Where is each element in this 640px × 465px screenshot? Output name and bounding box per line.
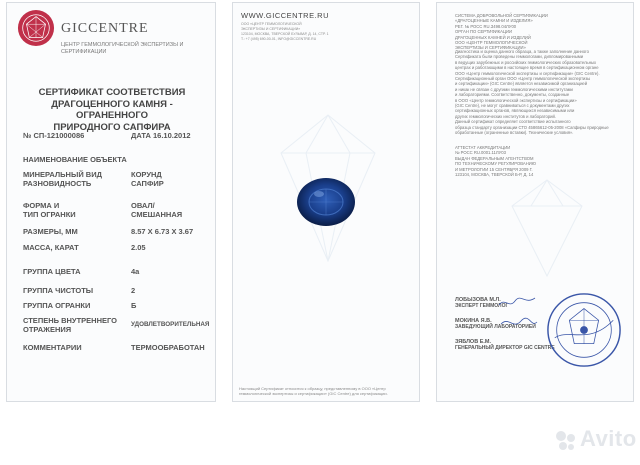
title-line: ПРИРОДНОГО САПФИРА: [53, 121, 171, 133]
cert-line: ООО «ЦЕНТР ГЕММОЛОГИЧЕСКОЙ: [455, 40, 528, 46]
signatory-name: ЗЯБЛОВ Е.М.: [455, 339, 492, 345]
body-line: центрах и работающими в настоящее время в сертификационном органе: [455, 65, 599, 71]
field-label-shape: ФОРМА И ТИП ОГРАНКИ: [23, 201, 76, 219]
avito-watermark: Avito: [580, 426, 637, 451]
cert-line: ЭКСПЕРТИЗЫ И СЕРТИФИКАЦИИ»: [455, 45, 526, 51]
body-line: ООО «Центр геммологической экспертизы и сертификации» (GIC Centre).: [455, 70, 600, 76]
address-line: ЭКСПЕРТИЗЫ И СЕРТИФИКАЦИИ»: [241, 27, 301, 31]
sapphire-gem-icon: [295, 176, 357, 228]
body-line: и лабораториями. Соответственно, документы, созданные: [455, 92, 570, 98]
certification-system-block: [455, 13, 548, 51]
accreditation-block: [455, 145, 536, 177]
field-label-color-group: ГРУППА ЦВЕТА: [23, 267, 81, 276]
company-stamp-icon: [545, 291, 623, 369]
body-line: Данный сертификат определяет соответствие испытанного: [455, 119, 571, 125]
body-line: в ООО «Центр геммологической экспертизы и сертификации»: [455, 97, 577, 103]
signatory-name: ЛОБЫЗОВА М.Л.: [455, 297, 501, 303]
certificate-footnote: Настоящий Сертификат относится к образцу, представленному в ООО «Центр геммологической экспертизы и сертификации» (GIC Centre) для сертификации.: [239, 386, 388, 396]
website-url: WWW.GICCENTRE.RU: [241, 11, 329, 20]
body-line: и никак не связан с другими геммологическими институтами: [455, 86, 573, 92]
field-value-shape: ОВАЛ/ СМЕШАННАЯ: [131, 201, 183, 219]
body-line: в ведущих зарубежных и российских геммологических образовательных: [455, 59, 597, 65]
object-section-heading: НАИМЕНОВАНИЕ ОБЪЕКТА: [23, 155, 127, 164]
field-label-clarity-group: ГРУППА ЧИСТОТЫ: [23, 286, 94, 295]
cert-line: ВЫДАН ФЕДЕРАЛЬНЫМ АГЕНТСТВОМ: [455, 155, 534, 161]
cert-line: 123104, МОСКВА, ТВЕРСКОЙ Б-Р, Д. 14: [455, 172, 534, 178]
address-line: ООО «ЦЕНТР ГЕММОЛОГИЧЕСКОЙ: [241, 22, 302, 26]
field-value-color-group: 4а: [131, 267, 140, 276]
signatory-name: МОКИНА Я.В.: [455, 318, 492, 324]
body-line: сертификационных органов, являющихся независимыми или: [455, 108, 575, 114]
body-line: Диагностика и оценка данного образца, а также заполнение данного: [455, 49, 589, 54]
field-value-comments: ТЕРМООБРАБОТАН: [131, 343, 205, 352]
address-line: Т.: +7 (495) 690-00-01, INFO@GICCENTRE.RU: [241, 37, 317, 41]
field-label-comments: КОММЕНТАРИИ: [23, 343, 82, 352]
cert-line: И МЕТРОЛОГИИ 15 СЕНТЯБРЯ 2009 Г.: [455, 166, 533, 172]
cert-line: РЕГ. № РОСС RU.З498.04ЛУ00: [455, 23, 517, 29]
field-value-cut-group: Б: [131, 301, 137, 310]
certificate-date: ДАТА 16.10.2012: [131, 131, 191, 140]
diagnostics-text-block: [455, 49, 625, 136]
brand-name: GICCENTRE: [61, 21, 149, 36]
avito-logo-icon: [555, 430, 577, 452]
field-value-size: 8.57 X 6.73 X 3.67: [131, 227, 194, 236]
diamond-watermark-icon: [507, 178, 587, 278]
signature-block-3: [455, 339, 555, 351]
title-line: ДРАГОЦЕННОГО КАМНЯ - ОГРАНЕННОГО: [51, 98, 173, 121]
field-label-size: РАЗМЕРЫ, ММ: [23, 227, 78, 236]
giccentre-logo-icon: [17, 9, 55, 47]
address-line: 123104, МОСКВА, ТВЕРСКОЙ БУЛЬВАР, Д. 14, СТР. 1: [241, 32, 329, 36]
certificate-front-panel: [6, 2, 216, 402]
cert-line: АТТЕСТАТ АККРЕДИТАЦИИ: [455, 145, 511, 150]
cert-line: «ДРАГОЦЕННЫЕ КАМНИ И ИЗДЕЛИЯ»: [455, 18, 533, 24]
signatory-role: ГЕНЕРАЛЬНЫЙ ДИРЕКТОР GIC CENTRE: [455, 345, 555, 351]
certificate-number: № СП-121000086: [23, 131, 85, 140]
signatory-role: ЭКСПЕРТ ГЕММОЛОГ: [455, 303, 509, 309]
signature-icon: [497, 295, 537, 309]
cert-line: ПО ТЕХНИЧЕСКОМУ РЕГУЛИРОВАНИЮ: [455, 161, 536, 167]
cert-line: № РОСС RU.0001.11ЛУ03: [455, 150, 506, 156]
cert-line: ДРАГОЦЕННЫХ КАМНЕЙ И ИЗДЕЛИЙ: [455, 34, 531, 40]
cert-line: ОРГАН ПО СЕРТИФИКАЦИИ: [455, 29, 512, 35]
field-value-weight: 2.05: [131, 243, 146, 252]
certificate-middle-panel: [232, 2, 420, 402]
certificate-title: [17, 87, 207, 133]
certificate-back-panel: [436, 2, 634, 402]
field-label-weight: МАССА, КАРАТ: [23, 243, 79, 252]
field-label-reflection: СТЕПЕНЬ ВНУТРЕННЕГО ОТРАЖЕНИЯ: [23, 316, 118, 334]
body-line: и сертификации» (GIC Centre) является независимой организацией: [455, 81, 588, 87]
body-line: обработанные (ограненные вставки). Технические условия».: [455, 130, 574, 136]
body-line: Сертификационный орган ООО «Центр геммологической экспертизы: [455, 76, 591, 82]
brand-subtitle: ЦЕНТР ГЕММОЛОГИЧЕСКОЙ ЭКСПЕРТИЗЫ И СЕРТИФИКАЦИИ: [61, 42, 184, 55]
body-line: Сертификата были проведены геммологами, дипломированными: [455, 54, 584, 60]
company-address-block: [241, 22, 329, 42]
field-value-mineral: КОРУНД САПФИР: [131, 170, 164, 188]
signatory-role: ЗАВЕДУЮЩИЙ ЛАБОРАТОРИЕЙ: [455, 324, 536, 330]
field-label-mineral: МИНЕРАЛЬНЫЙ ВИД РАЗНОВИДНОСТЬ: [23, 170, 102, 188]
cert-line: СИСТЕМА ДОБРОВОЛЬНОЙ СЕРТИФИКАЦИИ: [455, 13, 548, 18]
field-value-reflection: УДОВЛЕТВОРИТЕЛЬНАЯ: [131, 321, 210, 328]
field-value-clarity-group: 2: [131, 286, 136, 295]
field-label-cut-group: ГРУППА ОГРАНКИ: [23, 301, 91, 310]
title-line: СЕРТИФИКАТ СООТВЕТСТВИЯ: [38, 87, 186, 98]
body-line: образца стандарту организации СТО 45865612-05-2008 «Сапфиры природные: [455, 124, 609, 130]
signature-icon: [499, 316, 539, 330]
body-line: других геммологических институтов и лабораторий.: [455, 113, 557, 119]
body-line: (GIC Centre), не могут сравниваться с документами других: [455, 103, 570, 109]
